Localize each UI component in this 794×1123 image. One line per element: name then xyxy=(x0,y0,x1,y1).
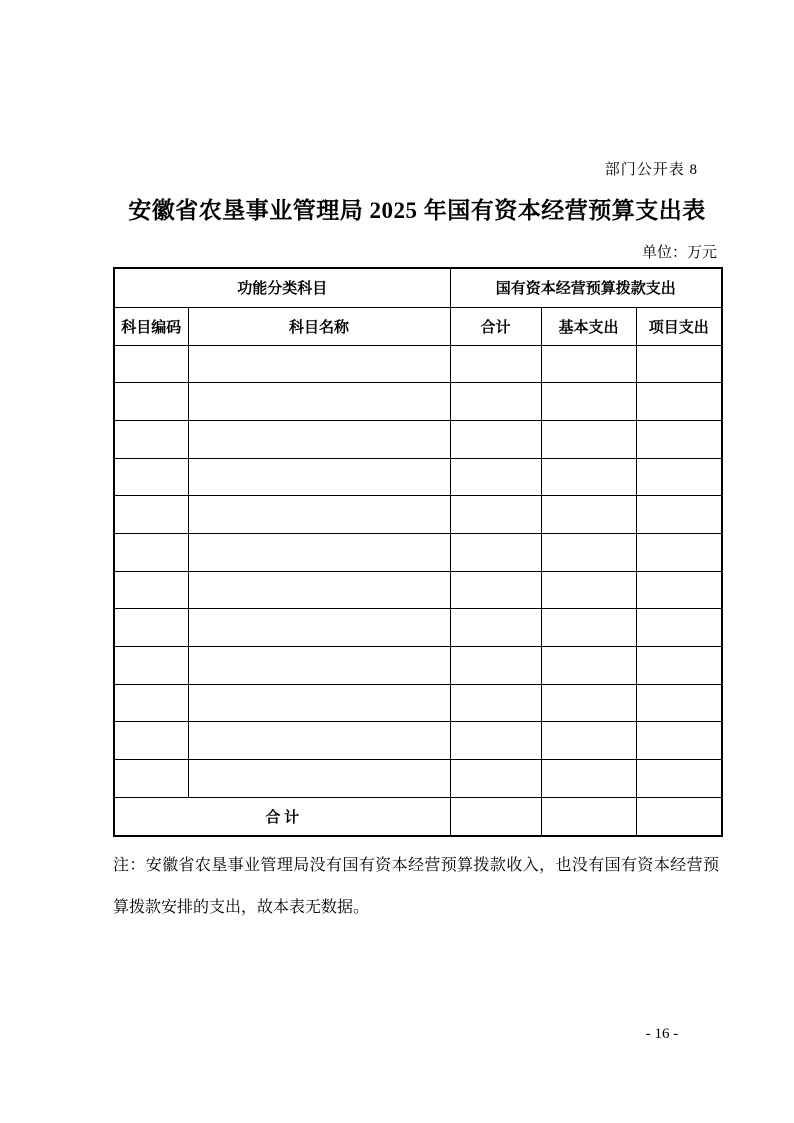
empty-cell xyxy=(636,496,722,534)
group-header-row xyxy=(114,268,722,307)
empty-cell xyxy=(114,420,188,458)
empty-cell xyxy=(636,383,722,421)
empty-cell xyxy=(188,383,450,421)
empty-cell xyxy=(636,571,722,609)
empty-cell xyxy=(541,684,636,722)
empty-cell xyxy=(636,609,722,647)
empty-cell xyxy=(188,533,450,571)
empty-cell xyxy=(188,647,450,685)
table-row xyxy=(114,760,722,798)
empty-cell xyxy=(188,722,450,760)
table-row xyxy=(114,722,722,760)
column-header-basic-expenditure: 基本支出 xyxy=(541,307,636,345)
total-row-total-cell xyxy=(450,797,541,836)
empty-cell xyxy=(114,345,188,383)
column-header-subject-code: 科目编码 xyxy=(114,307,188,345)
empty-cell xyxy=(114,533,188,571)
empty-cell xyxy=(541,609,636,647)
empty-cell xyxy=(114,383,188,421)
empty-cell xyxy=(114,458,188,496)
empty-cell xyxy=(188,609,450,647)
empty-cell xyxy=(188,345,450,383)
empty-cell xyxy=(114,684,188,722)
empty-cell xyxy=(636,345,722,383)
empty-cell xyxy=(541,420,636,458)
empty-cell xyxy=(636,533,722,571)
empty-cell xyxy=(114,722,188,760)
total-row-project-cell xyxy=(636,797,722,836)
total-row xyxy=(114,797,722,836)
unit-label: 单位：万元 xyxy=(641,245,717,261)
empty-cell xyxy=(450,345,541,383)
empty-cell xyxy=(450,647,541,685)
empty-cell xyxy=(450,533,541,571)
table-row xyxy=(114,383,722,421)
empty-cell xyxy=(450,609,541,647)
page-title: 安徽省农垦事业管理局 2025 年国有资本经营预算支出表 xyxy=(128,198,706,223)
empty-cell xyxy=(188,496,450,534)
total-row-label: 合 计 xyxy=(114,797,450,836)
empty-cell xyxy=(114,609,188,647)
note-line-2: 算拨款安排的支出，故本表无数据。 xyxy=(113,899,370,916)
table-row xyxy=(114,458,722,496)
empty-cell xyxy=(636,420,722,458)
table-body xyxy=(114,345,722,797)
table-row xyxy=(114,609,722,647)
table-row xyxy=(114,684,722,722)
empty-cell xyxy=(450,722,541,760)
empty-cell xyxy=(188,684,450,722)
empty-cell xyxy=(114,571,188,609)
column-header-row xyxy=(114,307,722,345)
table-row xyxy=(114,496,722,534)
column-header-total: 合计 xyxy=(450,307,541,345)
empty-cell xyxy=(541,345,636,383)
empty-cell xyxy=(450,760,541,798)
column-header-project-expenditure: 项目支出 xyxy=(636,307,722,345)
empty-cell xyxy=(541,496,636,534)
group-header-functional: 功能分类科目 xyxy=(114,268,450,307)
table-note xyxy=(113,845,719,929)
empty-cell xyxy=(541,383,636,421)
budget-table xyxy=(113,267,723,837)
note-line-1: 注：安徽省农垦事业管理局没有国有资本经营预算拨款收入，也没有国有资本经营预 xyxy=(113,857,719,874)
table-footer xyxy=(114,797,722,836)
total-row-basic-cell xyxy=(541,797,636,836)
empty-cell xyxy=(541,458,636,496)
empty-cell xyxy=(450,383,541,421)
table-row xyxy=(114,647,722,685)
empty-cell xyxy=(541,647,636,685)
empty-cell xyxy=(541,533,636,571)
empty-cell xyxy=(450,684,541,722)
empty-cell xyxy=(636,684,722,722)
page-number: - 16 - xyxy=(645,1026,679,1042)
empty-cell xyxy=(541,571,636,609)
empty-cell xyxy=(541,722,636,760)
empty-cell xyxy=(450,458,541,496)
table-row xyxy=(114,571,722,609)
empty-cell xyxy=(188,458,450,496)
corner-label: 部门公开表 8 xyxy=(604,162,698,178)
group-header-appropriation: 国有资本经营预算拨款支出 xyxy=(450,268,722,307)
empty-cell xyxy=(636,760,722,798)
table-row xyxy=(114,345,722,383)
empty-cell xyxy=(114,760,188,798)
empty-cell xyxy=(114,647,188,685)
empty-cell xyxy=(541,760,636,798)
empty-cell xyxy=(636,647,722,685)
empty-cell xyxy=(114,496,188,534)
empty-cell xyxy=(636,458,722,496)
table-header xyxy=(114,268,722,345)
empty-cell xyxy=(636,722,722,760)
empty-cell xyxy=(450,420,541,458)
empty-cell xyxy=(188,420,450,458)
table-row xyxy=(114,420,722,458)
empty-cell xyxy=(450,571,541,609)
empty-cell xyxy=(188,760,450,798)
empty-cell xyxy=(450,496,541,534)
table-row xyxy=(114,533,722,571)
column-header-subject-name: 科目名称 xyxy=(188,307,450,345)
empty-cell xyxy=(188,571,450,609)
